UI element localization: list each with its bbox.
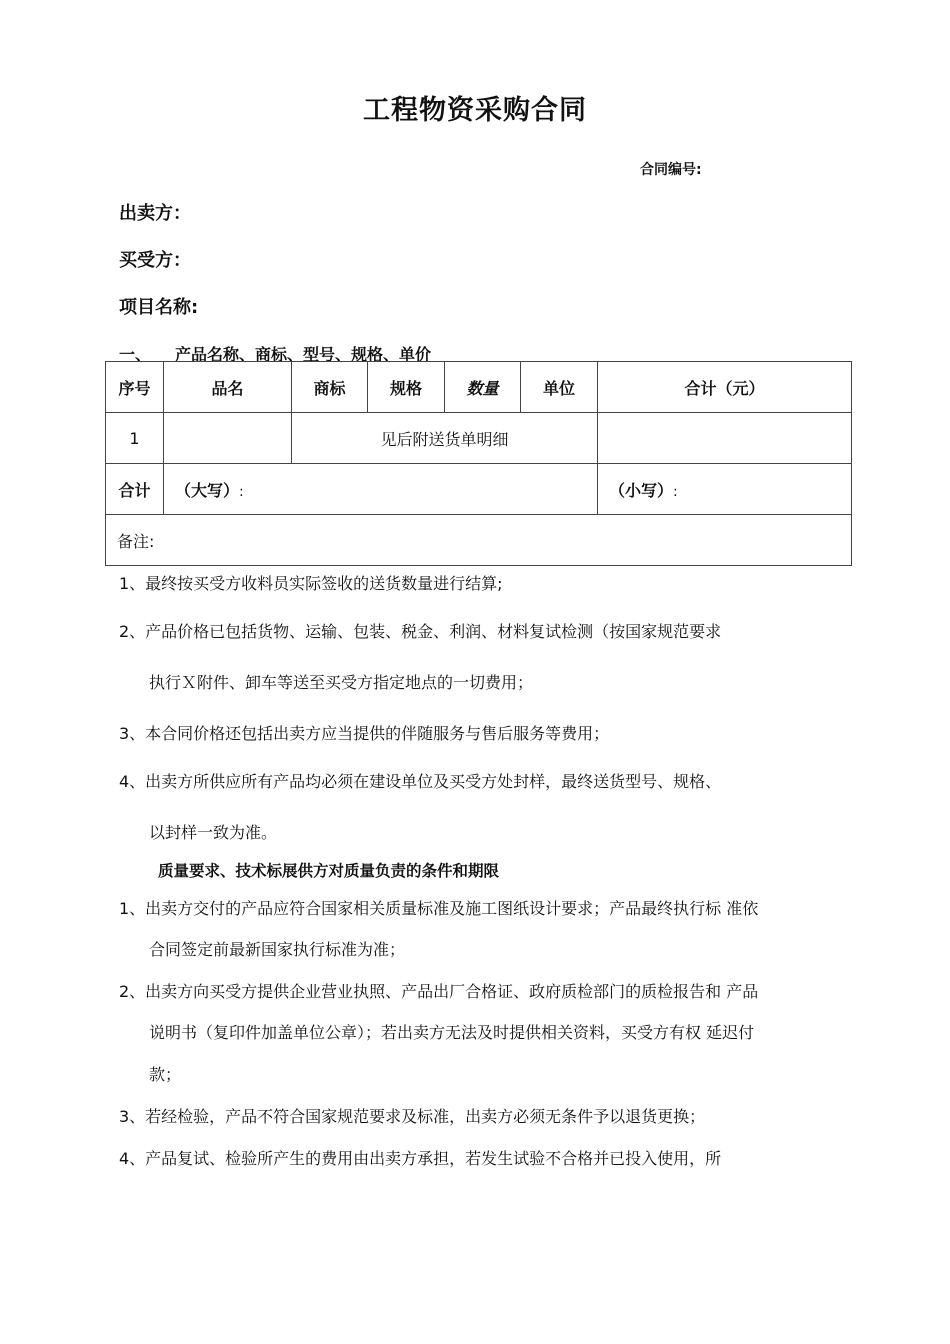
row-delivery-note: 见后附送货单明细: [292, 413, 598, 464]
header-spec: 规格: [368, 362, 445, 413]
header-total: 合计（元）: [598, 362, 852, 413]
section-2-item-2: 2、出卖方向买受方提供企业营业执照、产品出厂合格证、政府质检部门的质检报告和 产品: [119, 982, 759, 1001]
section-2-heading: 质量要求、技术标展供方对质量负责的条件和期限: [158, 862, 500, 880]
seller-label: 出卖方：: [119, 203, 191, 224]
row-name-cell: [164, 413, 292, 464]
sum-uppercase-colon: :: [239, 483, 244, 500]
section-1-item-2-cont: 执行Ｘ附件、卸车等送至买受方指定地点的一切费用；: [149, 673, 534, 692]
header-name: 品名: [164, 362, 292, 413]
section-1-item-2: 2、产品价格已包括货物、运输、包装、税金、利润、材料复试检测（按国家规范要求: [119, 622, 722, 641]
sum-lowercase-colon: :: [673, 483, 678, 500]
header-seq: 序号: [106, 362, 164, 413]
section-1-number: 一、: [119, 345, 152, 364]
row-seq: 1: [106, 413, 164, 464]
section-1-item-3: 3、本合同价格还包括出卖方应当提供的伴随服务与售后服务等费用；: [119, 724, 610, 743]
table-row: [106, 413, 852, 464]
header-unit: 单位: [521, 362, 598, 413]
product-table: [105, 361, 852, 566]
contract-number-label: 合同编号:: [640, 162, 702, 178]
table-header-row: [106, 362, 852, 413]
section-2-item-3: 3、若经检验，产品不符合国家规范要求及标准，出卖方必须无条件予以退货更换；: [119, 1107, 706, 1126]
sum-label: 合计: [106, 464, 164, 515]
section-2-item-2-cont-2: 款；: [149, 1065, 182, 1084]
sum-lowercase-cell: [598, 464, 852, 515]
row-total-cell: [598, 413, 852, 464]
buyer-label: 买受方：: [119, 250, 191, 271]
table-sum-row: [106, 464, 852, 515]
document-title: 工程物资采购合同: [363, 95, 587, 126]
section-2-item-1-cont: 合同签定前最新国家执行标准为准；: [149, 940, 406, 959]
sum-uppercase-label: （大写）: [175, 480, 240, 500]
table-remark-row: [106, 515, 852, 566]
remark-label: 备注:: [106, 515, 852, 566]
section-2-item-2-cont-1: 说明书（复印件加盖单位公章）；若出卖方无法及时提供相关资料，买受方有权 延迟付: [149, 1023, 755, 1042]
project-name-label: 项目名称:: [119, 297, 199, 318]
section-2-item-1: 1、出卖方交付的产品应符合国家相关质量标准及施工图纸设计要求；产品最终执行标 准依: [119, 899, 759, 918]
section-1-title: 产品名称、商标、型号、规格、单价: [175, 345, 432, 364]
section-1-item-4: 4、出卖方所供应所有产品均必须在建设单位及买受方处封样，最终送货型号、规格、: [119, 772, 722, 791]
sum-uppercase-cell: [164, 464, 598, 515]
sum-lowercase-label: （小写）: [609, 480, 674, 500]
section-1-item-1: 1、最终按买受方收料员实际签收的送货数量进行结算;: [119, 574, 503, 593]
section-2-item-4: 4、产品复试、检验所产生的费用由出卖方承担，若发生试验不合格并已投入使用，所: [119, 1149, 722, 1168]
header-quantity: 数量: [445, 362, 521, 413]
section-1-item-4-cont: 以封样一致为准。: [149, 823, 278, 842]
header-brand: 商标: [292, 362, 368, 413]
